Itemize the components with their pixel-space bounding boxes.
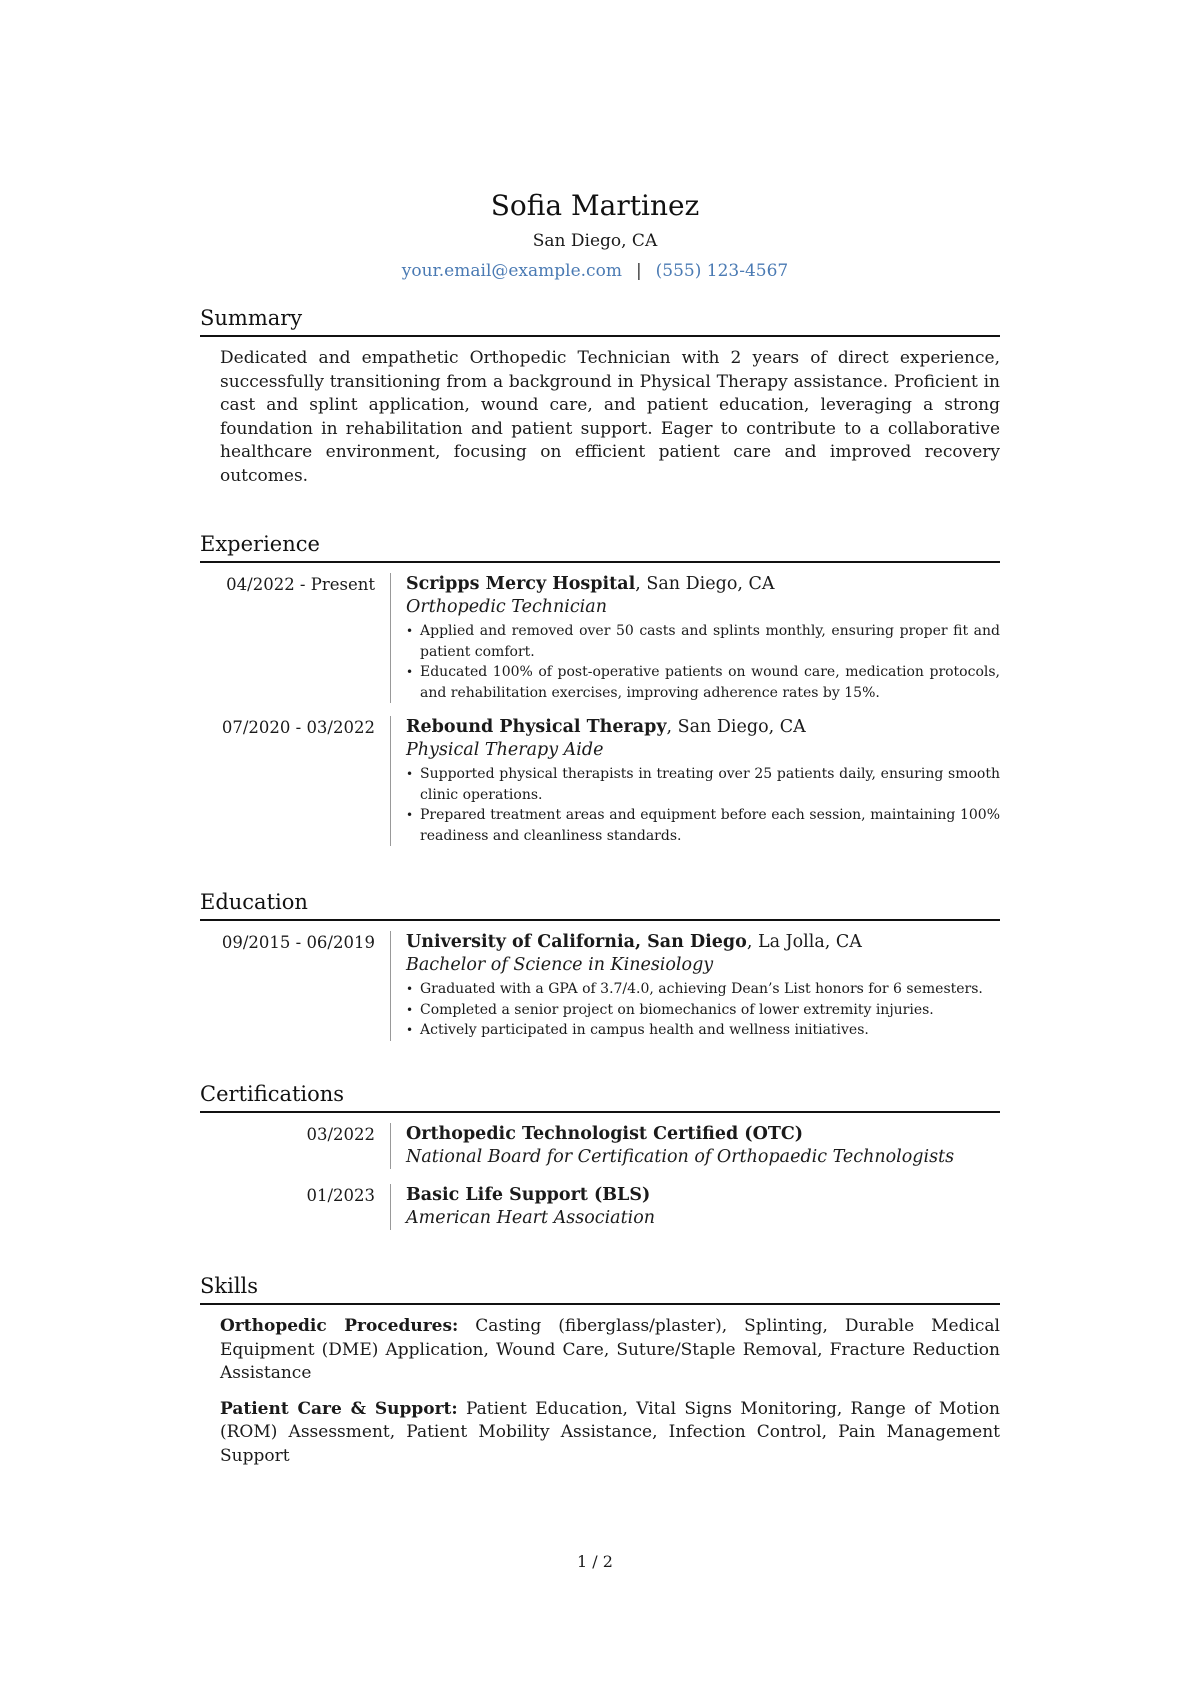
contact-separator: | — [635, 261, 642, 281]
candidate-location: San Diego, CA — [532, 231, 658, 251]
bullet-item: • Applied and removed over 50 casts and splints monthly, ensuring proper fit and patient comfort. — [406, 621, 1000, 662]
skill-group — [220, 1398, 1000, 1469]
experience-heading: Experience — [200, 530, 1000, 563]
entry-bullets — [406, 621, 1000, 703]
skill-group-items: Patient Education, Vital Signs Monitoring, Range of Motion (ROM) Assessment, Patient Mobility Assistance, Infection Control, Pain Management Support — [220, 1398, 1000, 1466]
skill-group-label: Orthopedic Procedures: — [220, 1316, 459, 1336]
page-indicator: 1 / 2 — [577, 1552, 613, 1571]
skill-group-label: Patient Care & Support: — [220, 1398, 458, 1419]
experience-entry — [200, 573, 1000, 703]
entry-degree: Bachelor of Science in Kinesiology — [406, 955, 714, 975]
experience-entry — [200, 716, 1000, 846]
entry-body — [390, 716, 1000, 846]
contact-line — [0, 259, 1190, 283]
entry-body — [390, 1123, 1000, 1169]
certification-name-text: Orthopedic Technologist Certified (OTC) — [406, 1124, 804, 1144]
entry-role: Physical Therapy Aide — [406, 740, 604, 760]
summary-heading: Summary — [200, 304, 1000, 337]
entry-title — [406, 573, 1000, 596]
entry-date: 09/2015 - 06/2019 — [221, 933, 375, 952]
skills-heading: Skills — [200, 1272, 1000, 1305]
entry-bullets — [406, 764, 1000, 846]
bullet-item: • Completed a senior project on biomechanics of lower extremity injuries. — [406, 1000, 1000, 1021]
certification-entry — [200, 1184, 1000, 1230]
skill-group — [220, 1315, 1000, 1386]
certification-name — [406, 1184, 1000, 1207]
entry-location: , San Diego, CA — [666, 717, 806, 737]
certification-issuer: American Heart Association — [406, 1208, 656, 1228]
certification-issuer: National Board for Certification of Orthopaedic Technologists — [406, 1147, 955, 1167]
resume-header — [0, 188, 1190, 283]
entry-bullets — [406, 979, 1000, 1041]
certification-entry — [200, 1123, 1000, 1169]
bullet-item: • Graduated with a GPA of 3.7/4.0, achieving Dean’s List honors for 6 semesters. — [406, 979, 1000, 1000]
certification-name-text: Basic Life Support (BLS) — [406, 1185, 651, 1205]
entry-organization: Rebound Physical Therapy — [406, 717, 667, 737]
experience-section — [200, 530, 1000, 846]
certifications-section — [200, 1080, 1000, 1230]
certifications-heading: Certifications — [200, 1080, 1000, 1113]
entry-body — [390, 931, 1000, 1041]
bullet-item: • Actively participated in campus health and wellness initiatives. — [406, 1020, 1000, 1041]
bullet-item: • Supported physical therapists in treating over 25 patients daily, ensuring smooth clinic operations. — [406, 764, 1000, 805]
education-section — [200, 888, 1000, 1041]
phone-link[interactable]: (555) 123-4567 — [655, 261, 789, 281]
candidate-name: Sofia Martinez — [490, 189, 700, 222]
skills-section — [200, 1272, 1000, 1468]
entry-date: 03/2022 — [306, 1125, 375, 1144]
entry-title — [406, 716, 1000, 739]
certification-name — [406, 1123, 1000, 1146]
entry-role: Orthopedic Technician — [406, 597, 607, 617]
entry-organization: University of California, San Diego — [406, 932, 747, 952]
entry-date: 04/2022 - Present — [226, 575, 375, 594]
bullet-item: • Prepared treatment areas and equipment before each session, maintaining 100% readiness and cleanliness standards. — [406, 805, 1000, 846]
education-entry — [200, 931, 1000, 1041]
entry-location: , San Diego, CA — [635, 574, 775, 594]
summary-text: Dedicated and empathetic Orthopedic Technician with 2 years of direct experience, successfully transitioning from a background in Physical Therapy assistance. Proficient in cast and splint application, wound care, and patient education, leveraging a strong foundation in rehabilitation and patient support. Eager to contribute to a collaborative healthcare environment, focusing on efficient patient care and improved recovery outcomes. — [220, 348, 1000, 486]
entry-title — [406, 931, 1000, 954]
education-heading: Education — [200, 888, 1000, 921]
entry-body — [390, 573, 1000, 703]
email-link[interactable]: your.email@example.com — [401, 261, 622, 281]
entry-date: 07/2020 - 03/2022 — [221, 718, 375, 737]
entry-body — [390, 1184, 1000, 1230]
skill-group-items: Casting (fiberglass/plaster), Splinting, Durable Medical Equipment (DME) Application, Wound Care, Suture/Staple Removal, Fracture Reduction Assistance — [220, 1316, 1000, 1383]
entry-date: 01/2023 — [306, 1186, 375, 1205]
entry-location: , La Jolla, CA — [746, 932, 862, 952]
summary-section — [200, 304, 1000, 488]
entry-organization: Scripps Mercy Hospital — [406, 574, 636, 594]
bullet-item: • Educated 100% of post-operative patients on wound care, medication protocols, and rehabilitation exercises, improving adherence rates by 15%. — [406, 662, 1000, 703]
